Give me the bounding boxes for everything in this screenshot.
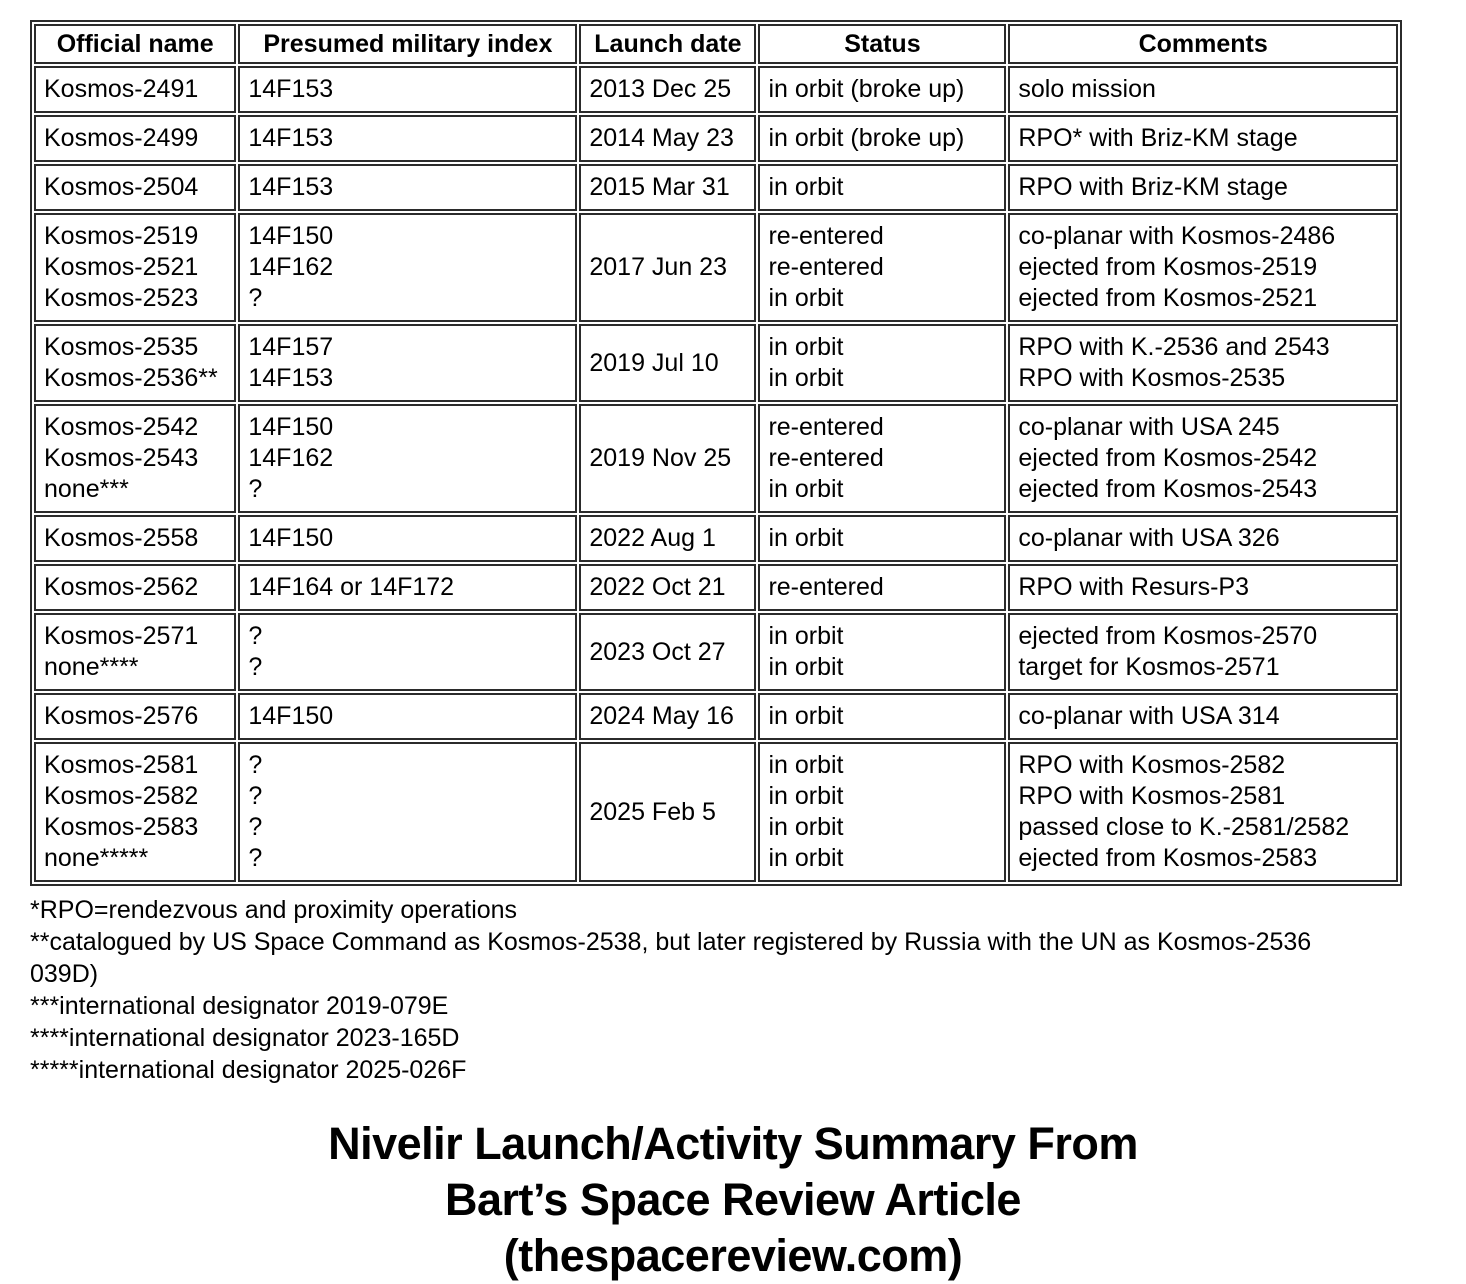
- cell-line: 2025 Feb 5: [589, 797, 716, 826]
- cell-line: Kosmos-2521: [44, 253, 199, 281]
- cell-line: 2019 Nov 25: [589, 444, 732, 472]
- caption-line: Nivelir Launch/Activity Summary From: [328, 1118, 1138, 1169]
- cell-line: in orbit: [768, 333, 844, 361]
- cell-line: Kosmos-2571: [44, 622, 199, 650]
- cell-line: Kosmos-2583: [44, 813, 199, 841]
- cell-line: Kosmos-2536**: [44, 364, 218, 392]
- cell-military-index: [238, 164, 577, 211]
- cell-line: none***: [44, 475, 129, 503]
- cell-status: [758, 404, 1006, 513]
- footnote-line: ***international designator 2019-079E: [30, 992, 449, 1020]
- cell-line: co-planar with USA 245: [1018, 413, 1280, 441]
- cell-line: in orbit: [768, 782, 844, 810]
- cell-military-index: [238, 693, 577, 740]
- cell-line: RPO with Kosmos-2581: [1018, 782, 1286, 810]
- table-row: [34, 564, 1398, 611]
- cell-line: Kosmos-2543: [44, 444, 199, 472]
- cell-military-index: [238, 742, 577, 882]
- cell-line: in orbit (broke up): [768, 75, 965, 103]
- cell-official-name: [34, 742, 236, 882]
- cell-military-index: [238, 66, 577, 113]
- cell-status: [758, 613, 1006, 691]
- table-row: [34, 742, 1398, 882]
- table-row: [34, 693, 1398, 740]
- table-row: [34, 115, 1398, 162]
- cell-official-name: [34, 564, 236, 611]
- cell-line: 14F150: [248, 702, 334, 730]
- cell-official-name: [34, 164, 236, 211]
- cell-status: [758, 515, 1006, 562]
- cell-line: 14F150: [248, 413, 334, 441]
- table-row: [34, 66, 1398, 113]
- cell-line: Kosmos-2558: [44, 524, 199, 552]
- caption-line: Bart’s Space Review Article: [445, 1174, 1021, 1225]
- cell-line: in orbit: [768, 844, 844, 872]
- cell-status: [758, 742, 1006, 882]
- footnote-line: 039D): [30, 960, 99, 988]
- cell-line: ejected from Kosmos-2543: [1018, 475, 1318, 503]
- cell-line: passed close to K.-2581/2582: [1018, 813, 1350, 841]
- cell-comments: [1008, 693, 1398, 740]
- cell-line: Kosmos-2535: [44, 333, 199, 361]
- header-row: [34, 24, 1398, 64]
- cell-line: RPO with K.-2536 and 2543: [1018, 333, 1330, 361]
- table-row: [34, 613, 1398, 691]
- cell-status: [758, 66, 1006, 113]
- cell-line: 14F164 or 14F172: [248, 573, 455, 601]
- cell-comments: [1008, 613, 1398, 691]
- cell-line: in orbit: [768, 622, 844, 650]
- cell-launch-date: [579, 164, 756, 211]
- cell-line: 2017 Jun 23: [589, 253, 727, 281]
- cell-launch-date: [579, 115, 756, 162]
- cell-line: in orbit: [768, 813, 844, 841]
- column-header: Status: [758, 24, 1006, 64]
- column-header: Launch date: [579, 24, 756, 64]
- cell-line: in orbit: [768, 702, 844, 730]
- cell-line: 14F162: [248, 253, 334, 281]
- cell-line: RPO with Kosmos-2535: [1018, 364, 1286, 392]
- cell-line: RPO with Resurs-P3: [1018, 573, 1249, 601]
- footnote-line: *****international designator 2025-026F: [30, 1056, 467, 1084]
- table-row: [34, 324, 1398, 402]
- cell-line: in orbit: [768, 364, 844, 392]
- cell-line: ?: [248, 653, 263, 681]
- caption: [30, 1116, 1436, 1284]
- cell-line: ejected from Kosmos-2542: [1018, 444, 1318, 472]
- cell-line: ejected from Kosmos-2583: [1018, 844, 1318, 872]
- cell-launch-date: [579, 693, 756, 740]
- launch-summary-table: [30, 20, 1402, 886]
- cell-line: 14F150: [248, 222, 334, 250]
- cell-line: 2013 Dec 25: [589, 75, 732, 103]
- cell-line: none****: [44, 653, 139, 681]
- table-header: [34, 24, 1398, 64]
- cell-line: ejected from Kosmos-2521: [1018, 284, 1318, 312]
- cell-launch-date: [579, 324, 756, 402]
- cell-line: 14F153: [248, 124, 334, 152]
- cell-line: in orbit: [768, 284, 844, 312]
- cell-line: 14F150: [248, 524, 334, 552]
- cell-line: Kosmos-2576: [44, 702, 199, 730]
- cell-line: RPO with Kosmos-2582: [1018, 751, 1286, 779]
- cell-comments: [1008, 515, 1398, 562]
- cell-status: [758, 115, 1006, 162]
- cell-comments: [1008, 742, 1398, 882]
- cell-line: ejected from Kosmos-2519: [1018, 253, 1318, 281]
- cell-line: 2015 Mar 31: [589, 173, 730, 201]
- cell-line: ?: [248, 782, 263, 810]
- footnote-line: **catalogued by US Space Command as Kosmos-2538, but later registered by Russia with the UN as Kosmos-2536: [30, 928, 1312, 956]
- cell-military-index: [238, 115, 577, 162]
- cell-status: [758, 324, 1006, 402]
- cell-line: RPO with Briz-KM stage: [1018, 173, 1288, 201]
- cell-line: ?: [248, 284, 263, 312]
- cell-line: none*****: [44, 844, 149, 872]
- cell-line: re-entered: [768, 413, 884, 441]
- cell-line: in orbit: [768, 173, 844, 201]
- footnote-line: *RPO=rendezvous and proximity operations: [30, 896, 518, 924]
- cell-line: 2022 Oct 21: [589, 573, 726, 601]
- table-body: [34, 66, 1398, 882]
- cell-line: Kosmos-2542: [44, 413, 199, 441]
- cell-launch-date: [579, 564, 756, 611]
- cell-status: [758, 213, 1006, 322]
- cell-military-index: [238, 324, 577, 402]
- cell-military-index: [238, 564, 577, 611]
- cell-line: Kosmos-2562: [44, 573, 199, 601]
- cell-line: ?: [248, 751, 263, 779]
- cell-status: [758, 164, 1006, 211]
- cell-line: 2024 May 16: [589, 702, 734, 730]
- cell-line: ?: [248, 813, 263, 841]
- cell-line: ?: [248, 622, 263, 650]
- cell-line: ?: [248, 475, 263, 503]
- column-header: Comments: [1008, 24, 1398, 64]
- cell-line: 14F153: [248, 173, 334, 201]
- cell-comments: [1008, 324, 1398, 402]
- cell-line: 14F162: [248, 444, 334, 472]
- cell-official-name: [34, 515, 236, 562]
- cell-comments: [1008, 115, 1398, 162]
- cell-line: re-entered: [768, 222, 884, 250]
- cell-launch-date: [579, 404, 756, 513]
- cell-line: in orbit (broke up): [768, 124, 965, 152]
- cell-line: in orbit: [768, 653, 844, 681]
- cell-comments: [1008, 404, 1398, 513]
- table-row: [34, 404, 1398, 513]
- cell-military-index: [238, 613, 577, 691]
- cell-military-index: [238, 213, 577, 322]
- cell-comments: [1008, 213, 1398, 322]
- cell-line: Kosmos-2504: [44, 173, 199, 201]
- cell-official-name: [34, 613, 236, 691]
- cell-line: Kosmos-2519: [44, 222, 199, 250]
- cell-official-name: [34, 404, 236, 513]
- cell-official-name: [34, 66, 236, 113]
- cell-military-index: [238, 404, 577, 513]
- cell-line: Kosmos-2523: [44, 284, 199, 312]
- cell-official-name: [34, 693, 236, 740]
- table-row: [34, 515, 1398, 562]
- footnote-line: ****international designator 2023-165D: [30, 1024, 460, 1052]
- cell-line: Kosmos-2491: [44, 75, 199, 103]
- cell-launch-date: [579, 213, 756, 322]
- cell-comments: [1008, 564, 1398, 611]
- cell-comments: [1008, 164, 1398, 211]
- table-row: [34, 213, 1398, 322]
- cell-line: in orbit: [768, 751, 844, 779]
- cell-line: in orbit: [768, 475, 844, 503]
- cell-line: 2014 May 23: [589, 124, 734, 152]
- cell-line: Kosmos-2582: [44, 782, 199, 810]
- cell-launch-date: [579, 613, 756, 691]
- column-header: Official name: [34, 24, 236, 64]
- cell-line: Kosmos-2581: [44, 751, 199, 779]
- cell-line: ?: [248, 844, 263, 872]
- cell-official-name: [34, 213, 236, 322]
- cell-line: 2023 Oct 27: [589, 637, 726, 666]
- cell-line: 2022 Aug 1: [589, 524, 716, 552]
- cell-line: co-planar with USA 314: [1018, 702, 1280, 730]
- cell-launch-date: [579, 515, 756, 562]
- cell-line: ejected from Kosmos-2570: [1018, 622, 1318, 650]
- cell-line: co-planar with USA 326: [1018, 524, 1280, 552]
- footnotes: [30, 894, 1436, 1086]
- column-header: Presumed military index: [238, 24, 577, 64]
- cell-official-name: [34, 115, 236, 162]
- cell-line: solo mission: [1018, 75, 1156, 103]
- cell-military-index: [238, 515, 577, 562]
- cell-line: Kosmos-2499: [44, 124, 199, 152]
- cell-status: [758, 693, 1006, 740]
- cell-line: re-entered: [768, 573, 884, 601]
- cell-launch-date: [579, 66, 756, 113]
- cell-line: target for Kosmos-2571: [1018, 653, 1280, 681]
- cell-comments: [1008, 66, 1398, 113]
- cell-line: RPO* with Briz-KM stage: [1018, 124, 1298, 152]
- cell-status: [758, 564, 1006, 611]
- cell-line: co-planar with Kosmos-2486: [1018, 222, 1336, 250]
- cell-line: 2019 Jul 10: [589, 348, 719, 377]
- cell-line: re-entered: [768, 253, 884, 281]
- cell-official-name: [34, 324, 236, 402]
- cell-line: re-entered: [768, 444, 884, 472]
- cell-launch-date: [579, 742, 756, 882]
- table-row: [34, 164, 1398, 211]
- cell-line: 14F153: [248, 75, 334, 103]
- cell-line: in orbit: [768, 524, 844, 552]
- cell-line: 14F153: [248, 364, 334, 392]
- cell-line: 14F157: [248, 333, 334, 361]
- caption-line: (thespacereview.com): [503, 1230, 963, 1281]
